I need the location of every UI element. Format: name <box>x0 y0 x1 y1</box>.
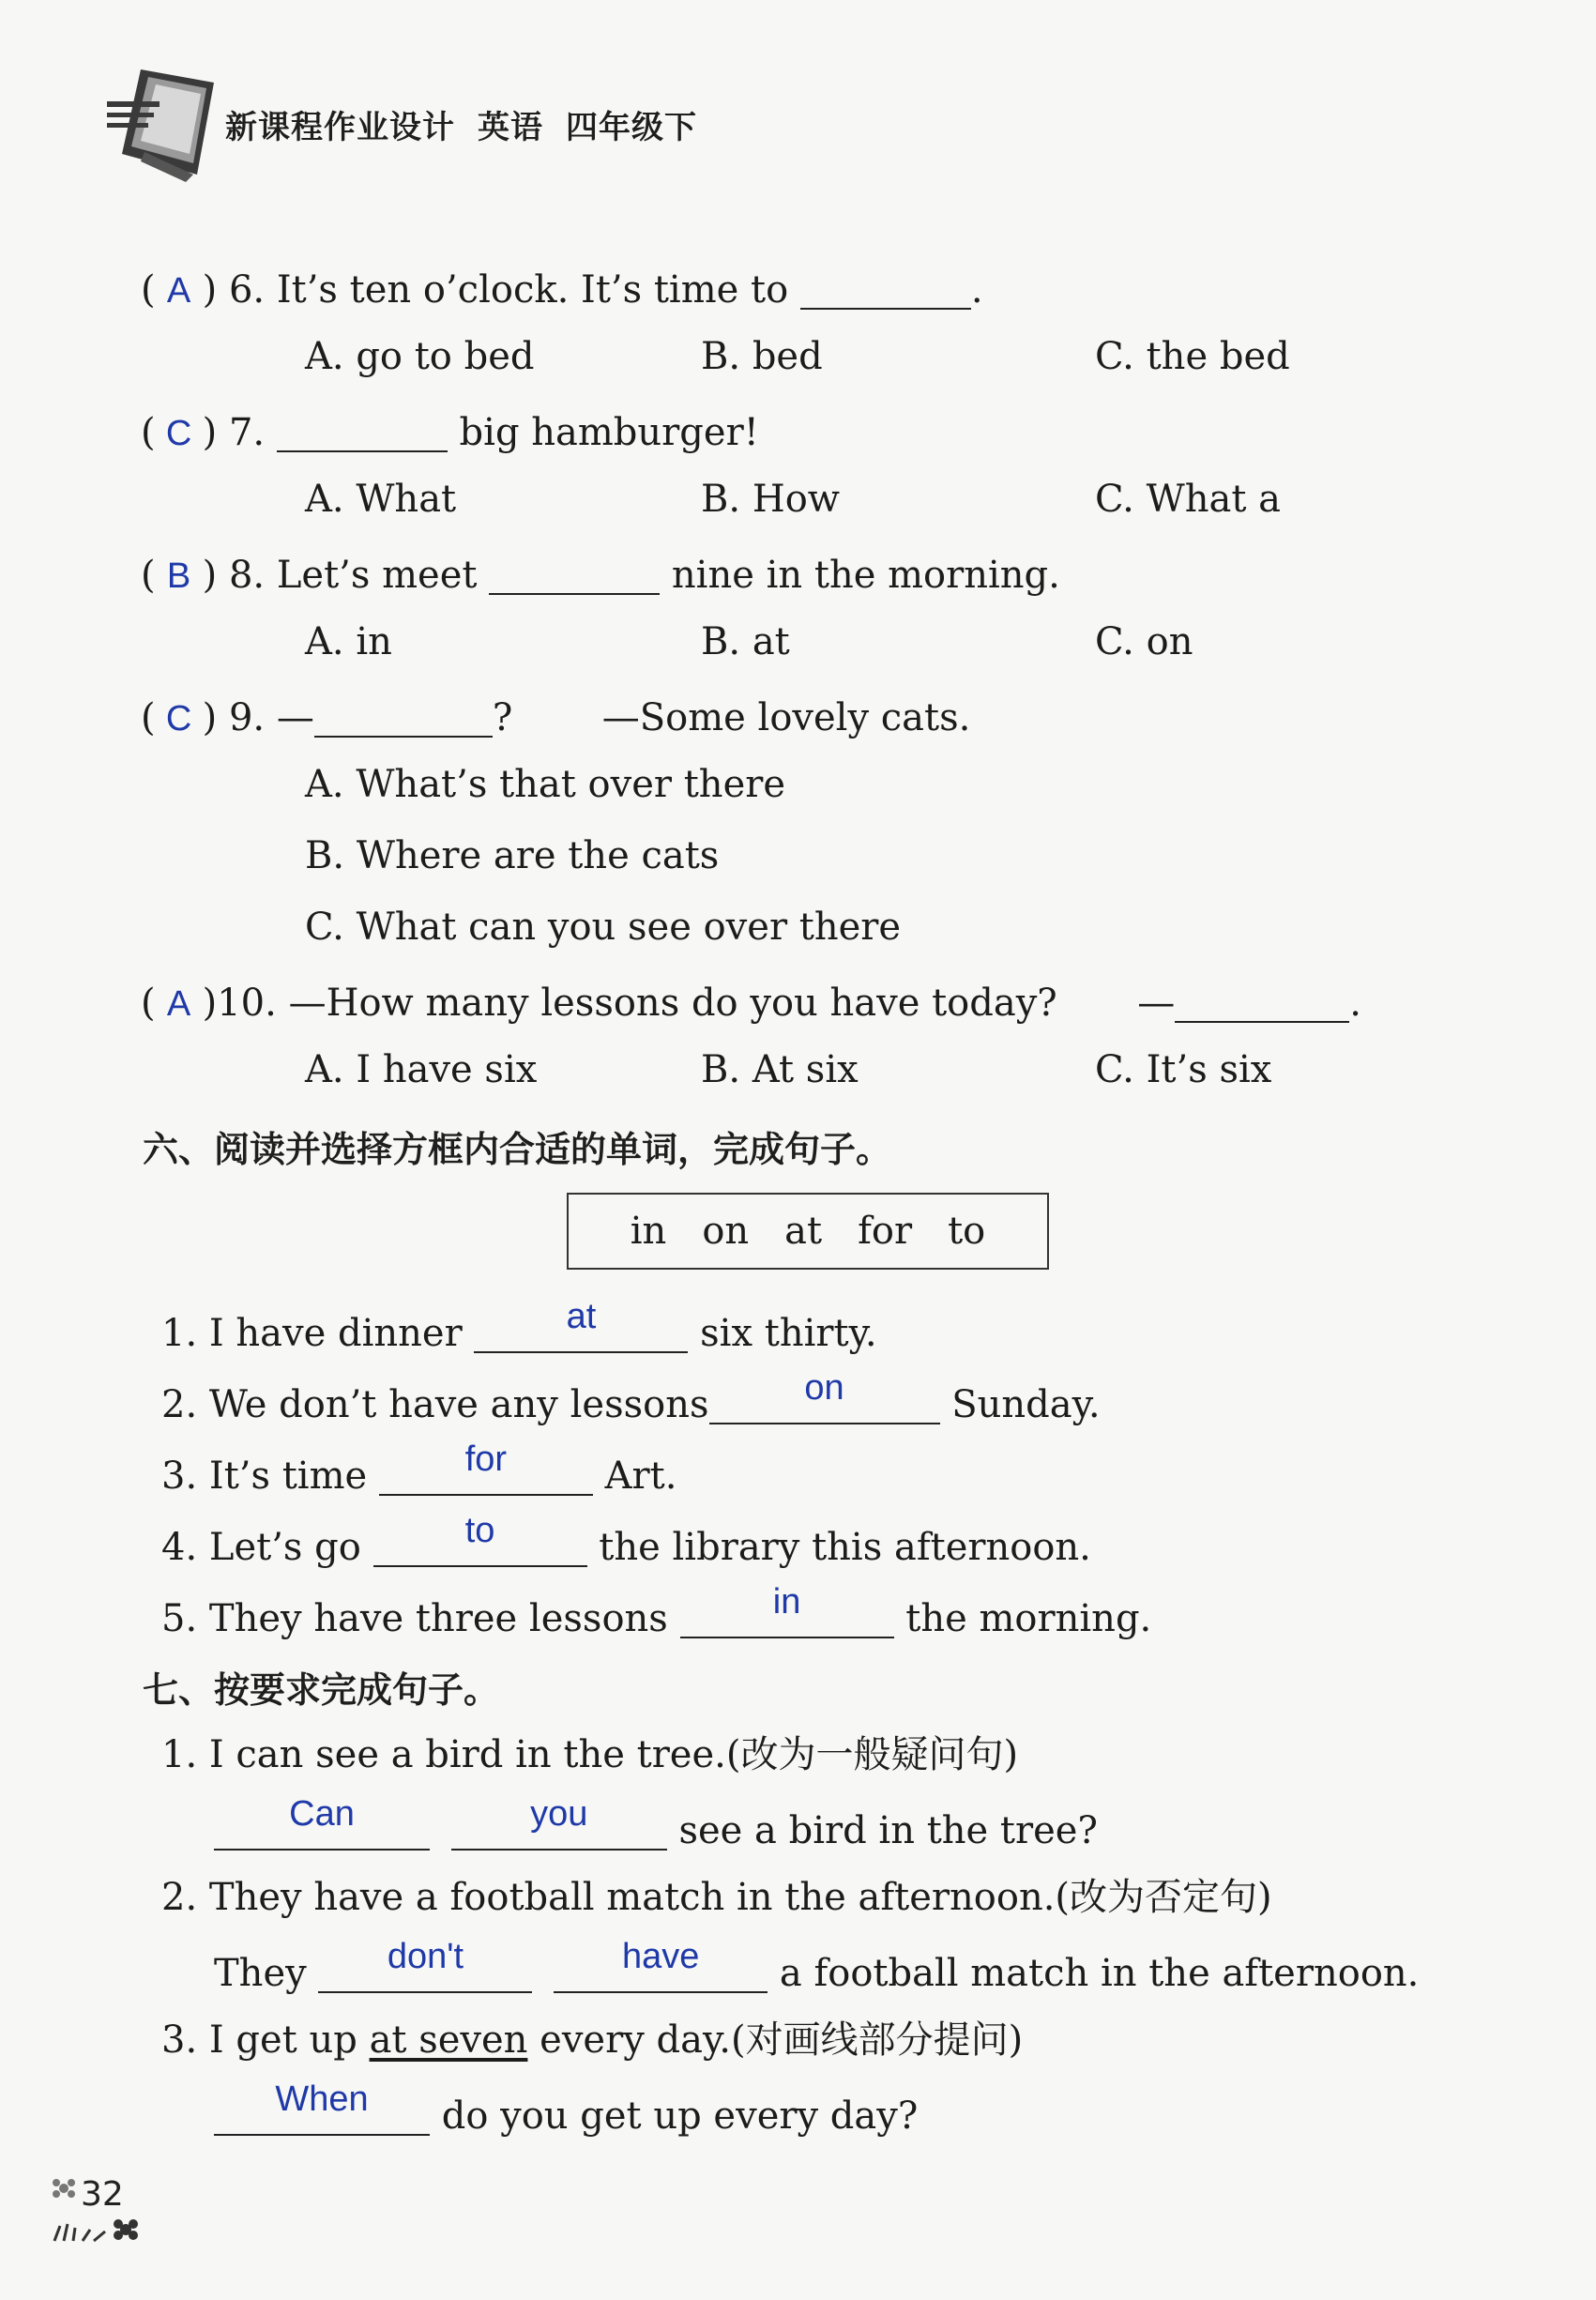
answer-choice: A <box>166 984 191 1024</box>
question-text: big hamburger! <box>459 411 759 454</box>
answer-choice: A <box>166 271 191 311</box>
book-title: 新课程作业设计 <box>225 109 455 146</box>
question-text: It’s ten o’clock. It’s time to <box>276 268 789 312</box>
transform-answer: Can you see a bird in the tree? <box>214 1807 1098 1851</box>
fill-in-item: 5. They have three lessons in the morning. <box>161 1582 1152 1640</box>
option-c: C. on <box>1095 620 1193 663</box>
question-7: ( C ) 7. big hamburger! <box>141 411 759 454</box>
option-c: C. It’s six <box>1095 1048 1272 1091</box>
answer-text: to <box>464 1511 495 1550</box>
word-bank <box>567 1193 1049 1270</box>
question-8: ( B ) 8. Let’s meet nine in the morning. <box>141 554 1060 597</box>
subject-label: 英语 <box>478 109 543 146</box>
transform-prompt: 3. I get up at seven every day.(对画线部分提问) <box>161 2018 1024 2062</box>
question-number: 7. <box>228 411 266 454</box>
instruction-text: (改为否定句) <box>1055 1876 1272 1919</box>
answer-blank <box>800 267 971 310</box>
option-c: C. What can you see over there <box>305 906 902 949</box>
question-9: ( C ) 9. — ? —Some lovely cats. <box>141 696 971 739</box>
answer-blank <box>474 1297 688 1353</box>
option-a: A. What’s that over there <box>305 763 786 806</box>
answer-text: don't <box>387 1937 464 1976</box>
option-a: A. I have six <box>305 1048 538 1091</box>
question-number: 6. <box>228 268 266 312</box>
section-6-title: 六、阅读并选择方框内合适的单词，完成句子。 <box>143 1129 892 1170</box>
reply-text: —Some lovely cats. <box>601 696 971 739</box>
answer-blank <box>214 2079 430 2136</box>
answer-blank <box>554 1937 768 1993</box>
question-end: . <box>970 268 983 312</box>
answer-blank <box>277 409 448 452</box>
option-a: A. go to bed <box>305 335 535 378</box>
word-bank-item: to <box>948 1210 986 1253</box>
answer-blank <box>373 1511 587 1567</box>
option-b: B. at <box>701 620 790 663</box>
answer-text: have <box>621 1937 700 1976</box>
answer-text: at <box>566 1297 597 1336</box>
answer-text: you <box>530 1794 588 1834</box>
fill-in-item: 1. I have dinner at six thirty. <box>161 1297 877 1355</box>
answer-text: Can <box>289 1794 355 1834</box>
answer-choice: C <box>165 414 192 453</box>
fill-in-item: 4. Let’s go to the library this afternoon. <box>161 1511 1091 1569</box>
option-c: C. What a <box>1095 478 1281 521</box>
underlined-phrase: at seven <box>369 2018 528 2062</box>
answer-blank <box>1175 980 1349 1023</box>
transform-prompt: 1. I can see a bird in the tree.(改为一般疑问句) <box>161 1733 1019 1776</box>
transform-prompt: 2. They have a football match in the afternoon.(改为否定句) <box>161 1876 1272 1919</box>
question-text: Let’s meet <box>276 554 478 597</box>
answer-blank <box>379 1439 593 1496</box>
word-bank-item: on <box>702 1210 750 1253</box>
grade-label: 四年级下 <box>566 109 697 146</box>
option-b: B. Where are the cats <box>305 834 720 877</box>
question-text: —How many lessons do you have today? <box>288 982 1057 1025</box>
answer-blank <box>680 1582 894 1638</box>
instruction-text: (对画线部分提问) <box>730 2018 1024 2062</box>
transform-answer: They don't have a football match in the afternoon. <box>214 1937 1420 1995</box>
answer-blank <box>214 1794 430 1851</box>
answer-text: in <box>772 1582 801 1622</box>
answer-choice: C <box>165 699 192 739</box>
fill-in-item: 2. We don’t have any lessons on Sunday. <box>161 1368 1101 1426</box>
question-number: 9. <box>228 696 266 739</box>
answer-text: on <box>804 1368 844 1408</box>
header-title <box>225 101 720 147</box>
question-text: — <box>276 696 314 739</box>
question-end: . <box>1349 982 1361 1025</box>
instruction-text: (改为一般疑问句) <box>725 1733 1019 1776</box>
question-6: ( A ) 6. It’s ten o’clock. It’s time to . <box>141 268 983 312</box>
option-b: B. bed <box>701 335 823 378</box>
answer-choice: B <box>166 556 191 596</box>
word-bank-item: in <box>630 1210 667 1253</box>
answer-text: for <box>464 1439 508 1479</box>
option-c: C. the bed <box>1095 335 1290 378</box>
question-end: ? <box>492 696 513 739</box>
question-number: 10. <box>217 982 277 1025</box>
page-number: 32 <box>81 2175 124 2214</box>
question-10: ( A )10. —How many lessons do you have today? — . <box>141 982 1361 1025</box>
answer-blank <box>314 694 493 738</box>
answer-blank <box>489 552 660 595</box>
section-7-title: 七、按要求完成句子。 <box>143 1669 500 1711</box>
option-a: A. What <box>305 478 457 521</box>
word-bank-item: at <box>784 1210 823 1253</box>
reply-dash: — <box>1137 982 1176 1025</box>
question-number: 8. <box>228 554 266 597</box>
option-a: A. in <box>305 620 392 663</box>
word-bank-item: for <box>858 1210 913 1253</box>
question-end: nine in the morning. <box>671 554 1060 597</box>
option-b: B. At six <box>701 1048 859 1091</box>
answer-blank <box>451 1794 667 1851</box>
answer-blank <box>318 1937 532 1993</box>
answer-text: When <box>275 2079 369 2119</box>
option-b: B. How <box>701 478 841 521</box>
answer-blank <box>709 1368 940 1424</box>
fill-in-item: 3. It’s time for Art. <box>161 1439 677 1498</box>
notebook-header-icon <box>103 64 216 184</box>
transform-answer: When do you get up every day? <box>214 2093 918 2136</box>
